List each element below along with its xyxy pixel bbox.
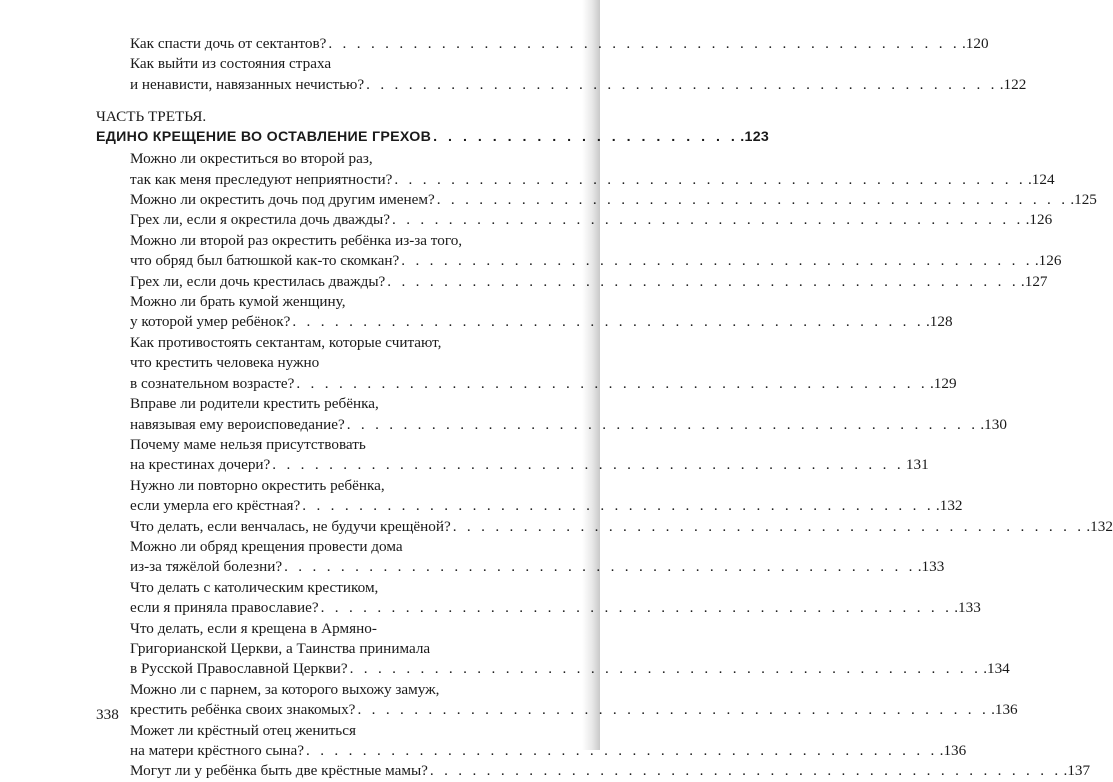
toc-entry-page-number: .130 — [980, 415, 1007, 433]
toc-entry-last-line — [130, 251, 1062, 271]
toc-entry-line: навязывая ему вероисповедание? — [130, 415, 345, 433]
leader-dots: . . . . . . . . . . . . . . . . . . . . . . . . . . . . . . . . . . . . . . . . . . . . . — [452, 517, 1085, 535]
toc-entry-last-line — [130, 374, 957, 394]
toc-entry-page-number: .129 — [929, 374, 957, 392]
leader-dots: . . . . . . . . . . . . . . . . . . . . . . . . . . . . . . . . . . . . . . . . . . . . . — [292, 313, 924, 331]
toc-entry[interactable] — [96, 54, 1027, 95]
toc-entry-page-number: .134 — [983, 660, 1010, 678]
toc-entry[interactable] — [96, 435, 929, 476]
toc-entry-last-line — [130, 496, 963, 516]
toc-entry[interactable] — [96, 333, 957, 394]
toc-entry-line: Можно ли обряд крещения провести дома — [130, 537, 403, 555]
toc-entry-line: Что делать, если венчалась, не будучи крещёной? — [130, 517, 451, 535]
toc-entry-line: что обряд был батюшкой как-то скомкан? — [130, 252, 400, 270]
leader-dots: . . . . . . . . . . . . . . . . . . . . . . . . . . . . . . . . . . . . . . . . . . . . . — [272, 456, 904, 474]
toc-entry[interactable] — [96, 517, 1113, 537]
toc-entry[interactable] — [96, 476, 963, 517]
toc-entry-line: из-за тяжёлой болезни? — [130, 558, 283, 576]
section-heading[interactable] — [96, 127, 770, 147]
toc-entry-line: что крестить человека нужно — [130, 354, 320, 372]
toc-entry-line: Грех ли, если дочь крестилась дважды? — [130, 272, 386, 290]
leader-dots: . . . . . . . . . . . . . . . . . . . . . . . . . . . . . . . . . . . . . . . . . . . . . — [429, 762, 1062, 780]
toc-entry-page-number: .126 — [1025, 211, 1053, 229]
toc-entry-page-number: .136 — [991, 701, 1018, 719]
toc-section-list — [96, 149, 1113, 782]
leader-dots: . . . . . . . . . . . . . . . . . . . . . . . . . . . . . . . . . . . . . . . . . . . . . — [394, 170, 1026, 188]
toc-entry[interactable] — [96, 537, 945, 578]
toc-entry-last-line — [130, 75, 1027, 95]
toc-entry-line: Можно ли второй раз окрестить ребёнка из-за того, — [130, 231, 463, 249]
toc-entry[interactable] — [96, 292, 953, 333]
toc-entry-page-number: .120 — [961, 35, 989, 52]
toc-entry-line: если я приняла православие? — [130, 599, 319, 617]
toc-entry-line: крестить ребёнка своих знакомых? — [130, 701, 356, 719]
leader-dots: . . . . . . . . . . . . . . . . . . . . . . . . . . . . . . . . . . . . . . . . . . . . . — [387, 272, 1019, 290]
toc-entry-last-line — [130, 557, 945, 577]
toc-entry-last-line — [130, 659, 1010, 679]
toc-entry-last-line — [130, 455, 929, 475]
page-number: 338 — [96, 706, 119, 723]
toc-entry-line: Что делать, если я крещена в Армяно- — [130, 619, 377, 637]
toc-entry-last-line — [130, 272, 1048, 292]
toc-entry-line: на матери крёстного сына? — [130, 742, 305, 759]
toc-entry-line: если умерла его крёстная? — [130, 497, 301, 515]
toc-entry-page-number: .136 — [939, 742, 967, 759]
toc-entry-line: Можно ли окрестить дочь под другим именем? — [130, 191, 435, 209]
leader-dots: . . . . . . . . . . . . . . . . . . . . . . . . . . . . . . . . . . . . . . . . . . . . . — [392, 211, 1024, 229]
toc-entry-line: Вправе ли родители крестить ребёнка, — [130, 395, 379, 413]
toc-entry[interactable] — [96, 231, 1062, 272]
section-page-number: .123 — [740, 129, 770, 146]
leader-dots: . . . . . . . . . . . . . . . . . . . . . . . . . . . . . . . . . . . . . . . . . . . . . — [320, 599, 953, 617]
toc-entry-line: Можно ли с парнем, за которого выхожу замуж, — [130, 680, 440, 698]
toc-entry[interactable] — [96, 394, 1007, 435]
toc-entry-line: Можно ли брать кумой женщину, — [130, 293, 346, 311]
toc-entry-page-number: .132 — [935, 497, 963, 515]
toc-entry-line: в сознательном возрасте? — [130, 374, 295, 392]
toc-entry-line: Как противостоять сектантам, которые считают, — [130, 333, 442, 351]
toc-entry-line: Что делать с католическим крестиком, — [130, 578, 379, 596]
toc-entry-line: Григорианской Церкви, а Таинства принимала — [130, 639, 431, 657]
toc-entry-line: у которой умер ребёнок? — [130, 313, 291, 331]
toc-entry-page-number: .127 — [1020, 272, 1048, 290]
toc-top-list — [96, 34, 1027, 95]
leader-dots: . . . . . . . . . . . . . . . . . . . . . . . . . . . . . . . . . . . . . . . . . . . . . — [366, 75, 998, 93]
toc-entry[interactable] — [96, 272, 1048, 292]
toc-entry[interactable] — [96, 619, 1010, 680]
toc-entry[interactable] — [96, 190, 1097, 210]
leader-dots: . . . . . . . . . . . . . . . . . . . . . . . . . . . . . . . . . . . . . . . . . . . . . — [436, 191, 1069, 209]
leader-dots: . . . . . . . . . . . . . . . . . . . . . . . . . . . . . . . . . . . . . . . . . . . . . — [284, 558, 916, 576]
toc-entry-page-number: .133 — [917, 558, 945, 576]
toc-entry-last-line — [130, 761, 1091, 781]
toc-entry[interactable] — [96, 721, 967, 762]
toc-entry[interactable] — [96, 149, 1055, 190]
toc-entry-last-line — [130, 210, 1053, 230]
toc-entry-last-line — [130, 34, 989, 54]
toc-page — [96, 34, 1113, 782]
leader-dots: . . . . . . . . . . . . . . . . . . . . . . . . . . . . . . . . . . . . . . . . . . . . . — [401, 252, 1033, 270]
toc-entry-line: так как меня преследуют неприятности? — [130, 170, 393, 188]
toc-entry-line: Почему маме нельзя присутствовать — [130, 435, 366, 453]
toc-entry-page-number: .128 — [925, 313, 953, 331]
toc-entry[interactable] — [96, 210, 1053, 230]
leader-dots: . . . . . . . . . . . . . . . . . . . . . . . . . . . . . . . . . . . . . . . . . . . . . — [328, 35, 960, 52]
toc-entry-line: Как спасти дочь от сектантов? — [130, 35, 327, 52]
toc-entry[interactable] — [96, 34, 989, 54]
toc-entry-line: на крестинах дочери? — [130, 456, 271, 474]
toc-entry-page-number: .137 — [1063, 762, 1091, 780]
leader-dots: . . . . . . . . . . . . . . . . . . . . . — [433, 129, 739, 146]
toc-entry-page-number: 131 — [905, 456, 929, 474]
toc-entry-page-number: .125 — [1070, 191, 1097, 209]
toc-entry[interactable] — [96, 680, 1018, 721]
toc-entry-line: Как выйти из состояния страха — [130, 55, 332, 73]
leader-dots: . . . . . . . . . . . . . . . . . . . . . . . . . . . . . . . . . . . . . . . . . . . . . — [302, 497, 934, 515]
toc-entry-last-line — [130, 517, 1113, 537]
toc-entry-line: Может ли крёстный отец жениться — [130, 721, 356, 739]
leader-dots: . . . . . . . . . . . . . . . . . . . . . . . . . . . . . . . . . . . . . . . . . . . . . — [296, 374, 928, 392]
toc-entry[interactable] — [96, 761, 1091, 781]
leader-dots: . . . . . . . . . . . . . . . . . . . . . . . . . . . . . . . . . . . . . . . . . . . . . — [349, 660, 982, 678]
part-label: ЧАСТЬ ТРЕТЬЯ. — [96, 108, 207, 126]
toc-entry-page-number: .124 — [1027, 170, 1055, 188]
toc-entry-last-line — [130, 415, 1007, 435]
toc-entry-line: Нужно ли повторно окрестить ребёнка, — [130, 476, 385, 494]
toc-entry-last-line — [130, 190, 1097, 210]
toc-entry-last-line — [130, 170, 1055, 190]
section-title: ЕДИНО КРЕЩЕНИЕ ВО ОСТАВЛЕНИЕ ГРЕХОВ — [96, 129, 432, 146]
leader-dots: . . . . . . . . . . . . . . . . . . . . . . . . . . . . . . . . . . . . . . . . . . . . . — [346, 415, 979, 433]
toc-entry-line: и ненависти, навязанных нечистью? — [130, 75, 365, 93]
toc-entry-line: Могут ли у ребёнка быть две крёстные мамы? — [130, 762, 428, 780]
toc-entry[interactable] — [96, 578, 981, 619]
toc-entry-last-line — [130, 700, 1018, 720]
leader-dots: . . . . . . . . . . . . . . . . . . . . . . . . . . . . . . . . . . . . . . . . . . . . . — [306, 742, 938, 759]
toc-entry-last-line — [130, 312, 953, 332]
toc-entry-last-line — [130, 741, 967, 761]
toc-entry-line: в Русской Православной Церкви? — [130, 660, 348, 678]
leader-dots: . . . . . . . . . . . . . . . . . . . . . . . . . . . . . . . . . . . . . . . . . . . . . — [357, 701, 990, 719]
toc-entry-page-number: .133 — [954, 599, 981, 617]
toc-entry-page-number: .122 — [999, 75, 1027, 93]
toc-entry-line: Грех ли, если я окрестила дочь дважды? — [130, 211, 390, 229]
toc-entry-page-number: .126 — [1034, 252, 1062, 270]
toc-entry-line: Можно ли окреститься во второй раз, — [130, 150, 373, 168]
toc-entry-last-line — [130, 598, 981, 618]
toc-entry-page-number: .132 — [1086, 517, 1113, 535]
